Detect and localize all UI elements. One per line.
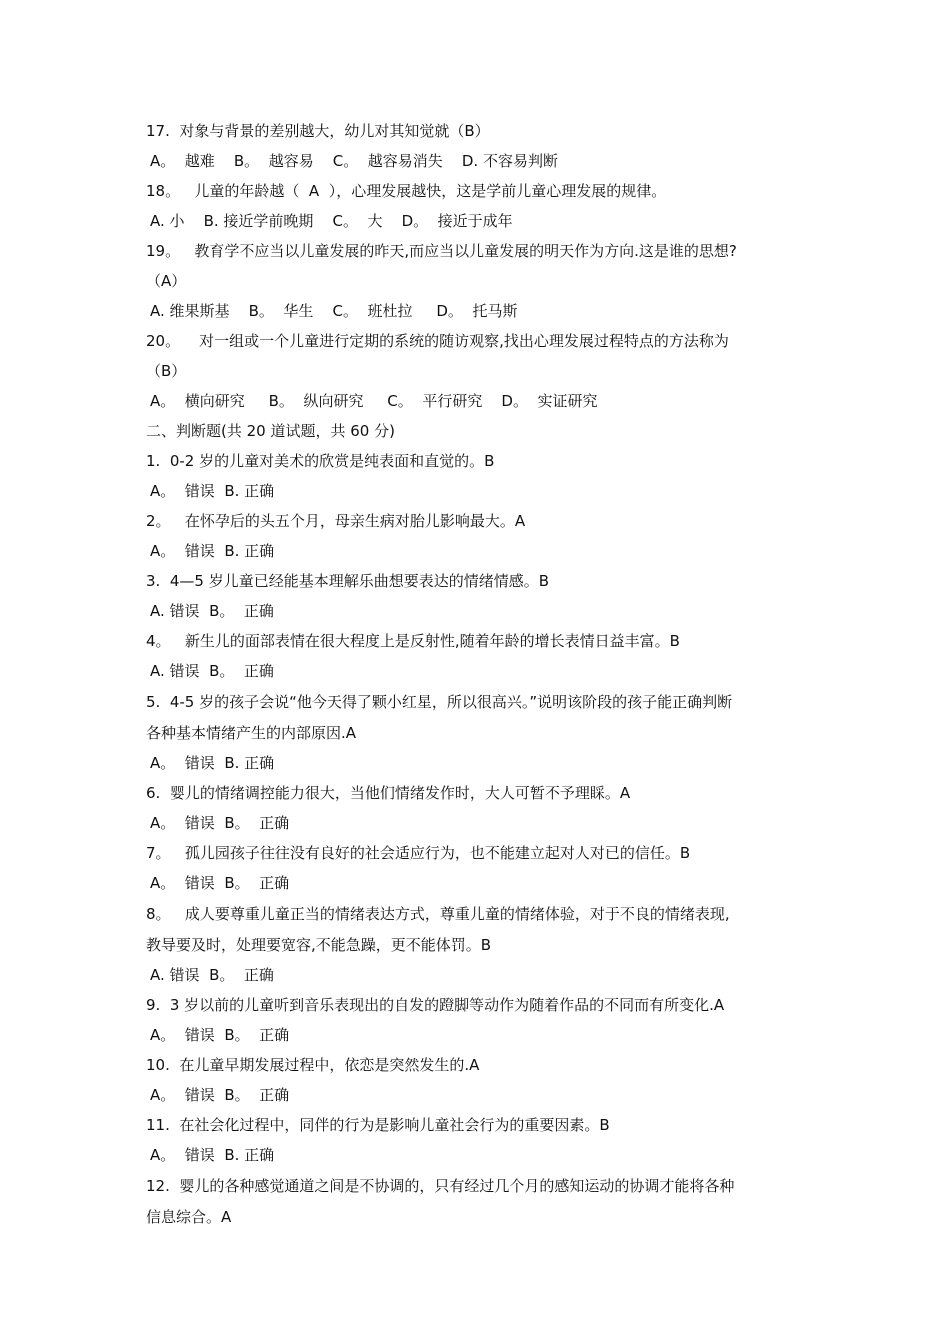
question-19: 19。 教育学不应当以儿童发展的昨天,而应当以儿童发展的明天作为方向.这是谁的思想? (146, 242, 737, 260)
judgment-7: 7。 孤儿园孩子往往没有良好的社会适应行为，也不能建立起对人对已的信任。B (146, 844, 691, 862)
options-j10: A。 错误 B。 正确 (150, 1086, 290, 1104)
options-j9: A。 错误 B。 正确 (150, 1026, 290, 1044)
question-17: 17. 对象与背景的差别越大，幼儿对其知觉就（B） (146, 122, 490, 140)
judgment-5: 5. 4-5 岁的孩子会说“他今天得了颗小红星，所以很高兴。”说明该阶段的孩子能正确判断 (146, 693, 733, 711)
judgment-2: 2。 在怀孕后的头五个月，母亲生病对胎儿影响最大。A (146, 512, 526, 530)
answer-20: （B） (146, 362, 187, 380)
judgment-12-cont: 信息综合。A (146, 1208, 232, 1226)
options-j5: A。 错误 B. 正确 (150, 754, 275, 772)
answer-19: （A） (146, 272, 187, 290)
judgment-4: 4。 新生儿的面部表情在很大程度上是反射性,随着年龄的增长表情日益丰富。B (146, 632, 680, 650)
judgment-9: 9. 3 岁以前的儿童听到音乐表现出的自发的蹬脚等动作为随着作品的不同而有所变化.A (146, 996, 725, 1014)
options-j6: A。 错误 B。 正确 (150, 814, 290, 832)
options-j4: A. 错误 B。 正确 (150, 662, 274, 680)
judgment-11: 11. 在社会化过程中，同伴的行为是影响儿童社会行为的重要因素。B (146, 1116, 610, 1134)
options-20: A。 横向研究 B。 纵向研究 C。 平行研究 D。 实证研究 (150, 392, 598, 410)
judgment-3: 3. 4—5 岁儿童已经能基本理解乐曲想要表达的情绪情感。B (146, 572, 549, 590)
options-j7: A。 错误 B。 正确 (150, 874, 290, 892)
judgment-12: 12. 婴儿的各种感觉通道之间是不协调的，只有经过几个月的感知运动的协调才能将各种 (146, 1177, 735, 1195)
options-j3: A. 错误 B。 正确 (150, 602, 274, 620)
document-page (146, 116, 826, 1232)
judgment-1: 1. 0-2 岁的儿童对美术的欣赏是纯表面和直觉的。B (146, 452, 495, 470)
options-17: A。 越难 B。 越容易 C。 越容易消失 D. 不容易判断 (150, 152, 558, 170)
options-j1: A。 错误 B. 正确 (150, 482, 275, 500)
options-18: A. 小 B. 接近学前晚期 C。 大 D。 接近于成年 (150, 212, 513, 230)
options-19: A. 维果斯基 B。 华生 C。 班杜拉 D。 托马斯 (150, 302, 518, 320)
judgment-6: 6. 婴儿的情绪调控能力很大，当他们情绪发作时，大人可暂不予理睬。A (146, 784, 631, 802)
options-j2: A。 错误 B. 正确 (150, 542, 275, 560)
options-j8: A. 错误 B。 正确 (150, 966, 274, 984)
judgment-8: 8。 成人要尊重儿童正当的情绪表达方式，尊重儿童的情绪体验，对于不良的情绪表现, (146, 905, 730, 923)
options-j11: A。 错误 B. 正确 (150, 1146, 275, 1164)
question-18: 18。 儿童的年龄越（ A ），心理发展越快，这是学前儿童心理发展的规律。 (146, 182, 667, 200)
judgment-10: 10. 在儿童早期发展过程中，依恋是突然发生的.A (146, 1056, 480, 1074)
question-20: 20。 对一组或一个儿童进行定期的系统的随访观察,找出心理发展过程特点的方法称为 (146, 332, 729, 350)
section-heading: 二、判断题(共 20 道试题，共 60 分) (146, 422, 395, 440)
judgment-8-cont: 教导要及时，处理要宽容,不能急躁，更不能体罚。B (146, 936, 492, 954)
judgment-5-cont: 各种基本情绪产生的内部原因.A (146, 724, 357, 742)
